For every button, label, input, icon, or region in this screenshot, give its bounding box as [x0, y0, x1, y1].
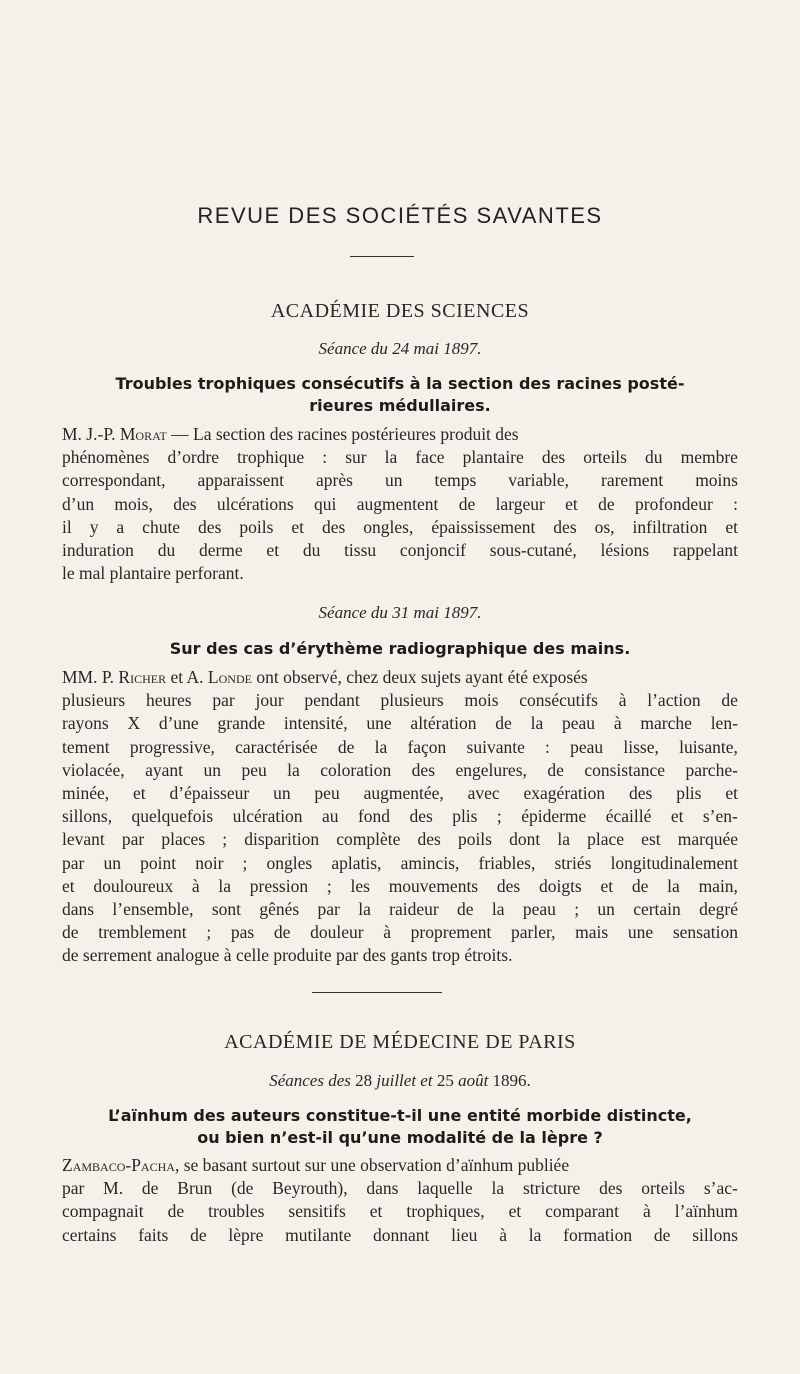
- article-body: [62, 1154, 738, 1247]
- word: augmentée,: [363, 782, 444, 803]
- word: Beyrouth),: [272, 1178, 348, 1199]
- word: progressive,: [129, 736, 215, 757]
- article-title: [62, 373, 738, 417]
- date-day: 31: [392, 603, 410, 622]
- word: douloureux: [93, 875, 174, 896]
- word: violacée,: [62, 759, 125, 780]
- word: membre: [680, 447, 738, 468]
- word: altération: [410, 713, 477, 734]
- word: de: [458, 493, 476, 514]
- word: façon: [407, 736, 447, 757]
- word: mutilante: [285, 1224, 352, 1245]
- text-line: [62, 423, 738, 446]
- word: mois: [464, 690, 499, 711]
- word: à: [499, 1224, 507, 1245]
- word: correspondant,: [62, 470, 166, 491]
- date-day: 25: [436, 1071, 454, 1090]
- word: gênés: [259, 898, 300, 919]
- word: peau: [562, 713, 596, 734]
- word: à: [613, 713, 622, 734]
- word: après: [316, 470, 353, 491]
- word: sillons: [692, 1224, 738, 1245]
- word: et: [266, 539, 280, 560]
- word: infiltration: [632, 516, 708, 537]
- text-line: de serrement analogue à celle produite par des gants trop étroits.: [62, 945, 513, 966]
- text-line: [62, 539, 738, 562]
- word: un: [273, 782, 291, 803]
- article-title-line: rieures médullaires.: [309, 396, 491, 415]
- word: X: [127, 713, 141, 734]
- word: l’ensemble,: [112, 898, 194, 919]
- word: parche-: [685, 759, 738, 780]
- date-year: 1896.: [492, 1071, 531, 1090]
- article-title-line: ou bien n’est-il qu’une modalité de la lèpre ?: [197, 1128, 603, 1147]
- word: ;: [326, 875, 332, 896]
- word: une: [627, 922, 654, 943]
- word: les: [350, 875, 370, 896]
- word: ulcérations: [216, 493, 294, 514]
- text-line: [62, 1200, 738, 1223]
- word: places: [161, 829, 206, 850]
- word: ayant: [145, 759, 184, 780]
- word: de: [598, 493, 615, 514]
- word: :: [733, 493, 738, 514]
- word: des: [629, 782, 653, 803]
- word: des: [599, 1178, 623, 1199]
- word: d’épaisseur: [169, 782, 250, 803]
- word: os,: [594, 516, 615, 537]
- word: moins: [695, 470, 738, 491]
- word: sous-cutané,: [489, 539, 577, 560]
- author-prefix: MM. P.: [62, 667, 115, 687]
- word: et: [670, 806, 684, 827]
- word: mais: [575, 922, 609, 943]
- word: du: [645, 447, 663, 468]
- word: plusieurs: [62, 690, 126, 711]
- word: et: [725, 516, 738, 537]
- word: degré: [699, 898, 738, 919]
- word: et: [565, 493, 578, 514]
- date-day: 28: [355, 1071, 373, 1090]
- word: longitudinalement: [610, 852, 738, 873]
- word: par: [121, 829, 145, 850]
- word: certain: [633, 898, 681, 919]
- text-line: [62, 1224, 738, 1247]
- word: proprement: [410, 922, 492, 943]
- word: et: [600, 875, 614, 896]
- session-date: [0, 603, 800, 623]
- word: laquelle: [417, 1178, 473, 1199]
- word: l’aïnhum: [674, 1201, 738, 1222]
- word: ulcération: [232, 806, 303, 827]
- word: la: [491, 1178, 505, 1199]
- word: face: [415, 447, 445, 468]
- word: phénomènes: [62, 447, 150, 468]
- word: de: [62, 922, 79, 943]
- line-text: — La section des racines postérieures produit des: [166, 424, 519, 444]
- word: de: [337, 736, 355, 757]
- line-start: [62, 1154, 569, 1177]
- section-title-medecine: ACADÉMIE DE MÉDECINE DE PARIS: [224, 1031, 576, 1053]
- word: rappelant: [672, 539, 738, 560]
- word: :: [545, 736, 550, 757]
- word: donnant: [373, 1224, 430, 1245]
- word: plusieurs: [380, 690, 444, 711]
- line-text: ont observé, chez deux sujets ayant été exposés: [251, 667, 588, 687]
- word: a: [116, 516, 125, 537]
- word: orteils: [641, 1178, 685, 1199]
- word: sensitifs: [288, 1201, 346, 1222]
- word: de: [495, 713, 512, 734]
- section-title-sciences: ACADÉMIE DES SCIENCES: [270, 300, 530, 322]
- word: l’action: [647, 690, 701, 711]
- line-text: , se basant surtout sur une observation d’aïnhum publiée: [174, 1155, 570, 1175]
- article-title: [62, 638, 738, 660]
- word: et: [62, 875, 75, 896]
- date-month: août: [458, 1071, 489, 1090]
- text-line: [62, 1177, 738, 1200]
- word: une: [366, 713, 392, 734]
- word: stricture: [522, 1178, 581, 1199]
- text-line: [62, 805, 738, 828]
- text-line: [62, 759, 738, 782]
- word: et: [133, 782, 146, 803]
- word: peu: [241, 759, 267, 780]
- word: trophique: [237, 447, 305, 468]
- word: parler,: [511, 922, 556, 943]
- word: est: [641, 829, 661, 850]
- word: la: [528, 1224, 542, 1245]
- article-title-line: Troubles trophiques consécutifs à la section des racines posté-: [115, 374, 685, 393]
- word: tissu: [344, 539, 377, 560]
- word: doigts: [538, 875, 582, 896]
- word: temps: [434, 470, 477, 491]
- article-body: [62, 423, 738, 585]
- word: des: [541, 447, 566, 468]
- word: conjoncif: [399, 539, 467, 560]
- word: sillons,: [62, 806, 113, 827]
- word: induration: [62, 539, 134, 560]
- word: du: [157, 539, 176, 560]
- word: consistance: [584, 759, 665, 780]
- word: M.: [103, 1178, 124, 1199]
- word: aplatis,: [331, 852, 382, 873]
- word: de: [653, 1224, 671, 1245]
- word: par: [62, 1178, 85, 1199]
- word: :: [322, 447, 328, 468]
- word: d’un: [62, 493, 95, 514]
- word: len-: [710, 713, 738, 734]
- author-name: Richer: [118, 667, 167, 687]
- word: il: [62, 516, 72, 537]
- word: orteils: [583, 447, 627, 468]
- word: un: [203, 759, 221, 780]
- word: ongles,: [363, 516, 414, 537]
- word: complète: [336, 829, 401, 850]
- word: du: [302, 539, 321, 560]
- word: troubles: [208, 1201, 265, 1222]
- word: de: [167, 1201, 185, 1222]
- word: d’une: [158, 713, 199, 734]
- word: la: [358, 898, 371, 919]
- word: plis: [676, 782, 702, 803]
- word: profondeur: [635, 493, 713, 514]
- text-line: [62, 828, 738, 851]
- word: poils: [239, 516, 274, 537]
- author-prefix: M. J.-P.: [62, 424, 116, 444]
- word: ;: [222, 829, 228, 850]
- word: ;: [206, 922, 212, 943]
- date-rest: mai 1897.: [413, 603, 482, 622]
- word: par: [317, 898, 340, 919]
- word: pas: [230, 922, 255, 943]
- word: de: [457, 898, 474, 919]
- word: un: [103, 852, 121, 873]
- word: à: [642, 1201, 651, 1222]
- word: et: [369, 1201, 383, 1222]
- line-start: [62, 423, 519, 446]
- word: point: [140, 852, 177, 873]
- session-date: [0, 1071, 800, 1091]
- word: ;: [496, 806, 502, 827]
- word: caractérisée: [235, 736, 318, 757]
- word: friables,: [478, 852, 536, 873]
- word: tement: [62, 736, 110, 757]
- word: chute: [142, 516, 181, 537]
- word: coloration: [320, 759, 392, 780]
- word: la: [557, 829, 570, 850]
- word: écaillé: [605, 806, 652, 827]
- article-title: [62, 1105, 738, 1149]
- article-body: [62, 666, 738, 967]
- word: à: [383, 922, 391, 943]
- text-line: le mal plantaire perforant.: [62, 563, 244, 584]
- word: mouvements: [388, 875, 479, 896]
- word: épiderme: [521, 806, 587, 827]
- article-title-line: L’aïnhum des auteurs constitue-t-il une entité morbide distincte,: [108, 1106, 692, 1125]
- divider-rule: [350, 256, 414, 257]
- word: un: [597, 898, 615, 919]
- word: des: [198, 516, 222, 537]
- word: à: [191, 875, 200, 896]
- word: à: [618, 690, 627, 711]
- word: derme: [198, 539, 243, 560]
- word: peau: [570, 736, 604, 757]
- word: lésions: [600, 539, 650, 560]
- word: sur: [345, 447, 367, 468]
- word: certains: [62, 1224, 117, 1245]
- word: faits: [138, 1224, 169, 1245]
- word: formation: [563, 1224, 633, 1245]
- word: y: [89, 516, 99, 537]
- word: amincis,: [400, 852, 460, 873]
- word: lieu: [451, 1224, 478, 1245]
- word: raideur: [389, 898, 439, 919]
- word: épaississement: [431, 516, 536, 537]
- word: sont: [211, 898, 242, 919]
- author-name: Londe: [207, 667, 252, 687]
- word: des: [321, 516, 346, 537]
- word: trophiques,: [406, 1201, 485, 1222]
- word: pression: [249, 875, 309, 896]
- word: et: [291, 516, 304, 537]
- word: des: [496, 875, 521, 896]
- word: avec: [467, 782, 500, 803]
- author-join: et A.: [166, 667, 204, 687]
- word: dans: [366, 1178, 399, 1199]
- word: ;: [242, 852, 248, 873]
- date-day: 24: [392, 339, 410, 358]
- word: marquée: [677, 829, 738, 850]
- word: la: [667, 875, 680, 896]
- word: qui: [313, 493, 337, 514]
- date-month: juillet et: [376, 1071, 433, 1090]
- word: la: [530, 713, 544, 734]
- word: noir: [195, 852, 224, 873]
- word: place: [587, 829, 625, 850]
- word: des: [173, 493, 197, 514]
- divider-rule: [312, 992, 442, 993]
- word: dans: [62, 898, 95, 919]
- text-line: [62, 736, 738, 759]
- word: intensité,: [283, 713, 348, 734]
- word: des: [409, 806, 433, 827]
- word: (de: [231, 1178, 254, 1199]
- word: variable,: [508, 470, 569, 491]
- word: la: [374, 736, 388, 757]
- word: pendant: [304, 690, 360, 711]
- word: peu: [314, 782, 340, 803]
- word: de: [273, 922, 291, 943]
- word: la: [384, 447, 398, 468]
- word: rarement: [601, 470, 664, 491]
- text-line: [62, 469, 738, 492]
- word: et: [508, 1201, 522, 1222]
- text-line: [62, 921, 738, 944]
- word: marche: [640, 713, 692, 734]
- word: exagération: [523, 782, 606, 803]
- word: ;: [574, 898, 580, 919]
- word: dont: [509, 829, 541, 850]
- word: rayons: [62, 713, 109, 734]
- word: lèpre: [228, 1224, 264, 1245]
- date-rest: mai 1897.: [413, 339, 482, 358]
- word: des: [417, 829, 441, 850]
- word: par: [212, 690, 235, 711]
- session-date: [0, 339, 800, 359]
- word: douleur: [310, 922, 364, 943]
- word: un: [384, 470, 403, 491]
- text-line: [62, 493, 738, 516]
- word: ongles: [266, 852, 313, 873]
- word: de: [631, 875, 649, 896]
- word: heures: [145, 690, 192, 711]
- word: Brun: [177, 1178, 213, 1199]
- word: des: [553, 516, 577, 537]
- word: mois,: [114, 493, 153, 514]
- word: et: [725, 782, 738, 803]
- word: minée,: [62, 782, 110, 803]
- word: augmentent: [356, 493, 439, 514]
- word: des: [411, 759, 435, 780]
- author-name: Morat: [119, 424, 167, 444]
- word: comparant: [545, 1201, 620, 1222]
- word: la: [491, 898, 505, 919]
- text-line: [62, 782, 738, 805]
- word: striés: [554, 852, 592, 873]
- text-line: [62, 516, 738, 539]
- word: disparition: [244, 829, 320, 850]
- author-name: Zambaco-Pacha: [62, 1155, 175, 1175]
- word: compagnait: [62, 1201, 144, 1222]
- text-line: [62, 852, 738, 875]
- word: au: [321, 806, 339, 827]
- word: par: [62, 852, 85, 873]
- date-prefix: Séances des: [269, 1071, 351, 1090]
- text-line: [62, 712, 738, 735]
- word: main,: [698, 875, 738, 896]
- text-line: [62, 446, 738, 469]
- word: levant: [62, 829, 105, 850]
- word: s’ac-: [703, 1178, 738, 1199]
- word: jour: [255, 690, 284, 711]
- word: largeur: [495, 493, 545, 514]
- word: s’en-: [702, 806, 738, 827]
- word: de: [190, 1224, 207, 1245]
- word: plantaire: [462, 447, 524, 468]
- word: de: [141, 1178, 159, 1199]
- date-prefix: Séance du: [318, 339, 388, 358]
- word: apparaissent: [197, 470, 285, 491]
- word: fond: [357, 806, 391, 827]
- journal-section-title: REVUE DES SOCIÉTÉS SAVANTES: [197, 203, 603, 228]
- article-title-line: Sur des cas d’érythème radiographique des mains.: [169, 639, 631, 658]
- word: de: [721, 690, 738, 711]
- word: poils: [457, 829, 492, 850]
- text-line: [62, 875, 738, 898]
- word: engelures,: [455, 759, 527, 780]
- word: d’ordre: [167, 447, 220, 468]
- date-prefix: Séance du: [318, 603, 388, 622]
- word: lisse,: [623, 736, 659, 757]
- line-start: [62, 666, 588, 689]
- word: de: [547, 759, 564, 780]
- text-line: [62, 689, 738, 712]
- word: sensation: [672, 922, 738, 943]
- text-line: [62, 666, 738, 689]
- word: peau: [522, 898, 556, 919]
- word: grande: [217, 713, 266, 734]
- word: luisante,: [679, 736, 738, 757]
- word: la: [218, 875, 232, 896]
- word: la: [287, 759, 300, 780]
- word: plis: [452, 806, 478, 827]
- word: suivante: [466, 736, 525, 757]
- word: quelquefois: [131, 806, 214, 827]
- word: tremblement: [98, 922, 187, 943]
- text-line: [62, 1154, 738, 1177]
- word: consécutifs: [519, 690, 598, 711]
- text-line: [62, 898, 738, 921]
